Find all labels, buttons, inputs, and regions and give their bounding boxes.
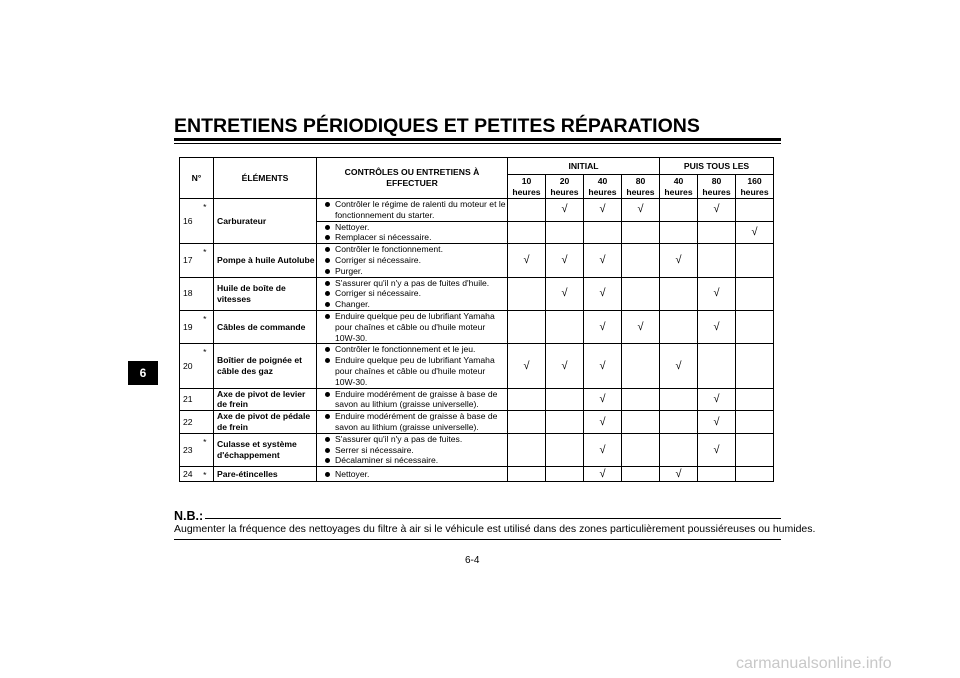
interval-cell [660, 433, 698, 466]
header-number: N° [180, 158, 214, 199]
row-number: 16 [180, 199, 197, 244]
table-row [180, 433, 774, 466]
check-mark: √ [637, 320, 644, 333]
header-every: PUIS TOUS LES [660, 158, 774, 175]
row-star: * [197, 244, 214, 277]
check-mark: √ [713, 415, 720, 428]
interval-cell [508, 344, 546, 388]
note-text: Augmenter la fréquence des nettoyages du filtre à air si le véhicule est utilisé dans des zones particulièrement poussiéreuses ou humides. [174, 523, 816, 535]
header-interval: 80 heures [622, 175, 660, 199]
interval-cell [546, 310, 584, 343]
row-item: Axe de pivot de levier de frein [214, 388, 317, 411]
header-interval: 20 heures [546, 175, 584, 199]
interval-cell [508, 433, 546, 466]
interval-cell [660, 244, 698, 277]
operation-item: Purger. [325, 266, 507, 277]
operation-item: Corriger si nécessaire. [325, 255, 507, 266]
interval-cell [546, 221, 584, 244]
check-mark: √ [637, 203, 644, 216]
check-mark: √ [675, 359, 682, 372]
table-row [180, 388, 774, 411]
interval-cell [698, 199, 736, 222]
interval-cell [622, 244, 660, 277]
table-row [180, 467, 774, 482]
interval-cell [622, 467, 660, 482]
check-mark: √ [561, 359, 568, 372]
check-mark: √ [713, 203, 720, 216]
interval-cell [736, 244, 774, 277]
interval-cell [736, 277, 774, 310]
interval-cell [698, 277, 736, 310]
interval-cell [546, 388, 584, 411]
row-item: Câbles de commande [214, 310, 317, 343]
check-mark: √ [751, 225, 758, 238]
interval-cell [508, 411, 546, 434]
table-row [180, 277, 774, 310]
maintenance-table [179, 157, 774, 482]
operation-item: Nettoyer. [325, 469, 507, 480]
operation-item: S'assurer qu'il n'y a pas de fuites d'huile. [325, 278, 507, 289]
row-operations [317, 199, 508, 222]
interval-cell [660, 277, 698, 310]
check-mark: √ [599, 203, 606, 216]
check-mark: √ [561, 287, 568, 300]
header-interval: 10 heures [508, 175, 546, 199]
note-bottom-rule [174, 539, 781, 540]
interval-cell [584, 277, 622, 310]
check-mark: √ [599, 467, 606, 480]
interval-cell [508, 221, 546, 244]
check-mark: √ [675, 467, 682, 480]
interval-cell [622, 277, 660, 310]
check-mark: √ [599, 415, 606, 428]
operation-item: Nettoyer. [325, 222, 507, 233]
interval-cell [622, 344, 660, 388]
row-star [197, 277, 214, 310]
operation-item: Enduire modérément de graisse à base de savon au lithium (graisse universelle). [325, 411, 507, 433]
check-mark: √ [599, 359, 606, 372]
row-operations [317, 244, 508, 277]
interval-cell [660, 310, 698, 343]
interval-cell [508, 244, 546, 277]
interval-cell [736, 310, 774, 343]
row-star: * [197, 199, 214, 244]
interval-cell [546, 344, 584, 388]
watermark: carmanualsonline.info [736, 655, 892, 672]
row-star: * [197, 310, 214, 343]
operation-item: Changer. [325, 299, 507, 310]
check-mark: √ [523, 253, 530, 266]
interval-cell [698, 244, 736, 277]
check-mark: √ [599, 320, 606, 333]
interval-cell [584, 467, 622, 482]
chapter-tab: 6 [128, 361, 158, 385]
row-number: 23 [180, 433, 197, 466]
interval-cell [508, 277, 546, 310]
interval-cell [584, 344, 622, 388]
row-number: 18 [180, 277, 197, 310]
table-row [180, 244, 774, 277]
interval-cell [660, 221, 698, 244]
header-interval: 40 heures [584, 175, 622, 199]
operation-item: S'assurer qu'il n'y a pas de fuites. [325, 434, 507, 445]
row-star [197, 388, 214, 411]
check-mark: √ [599, 392, 606, 405]
interval-cell [508, 310, 546, 343]
check-mark: √ [599, 443, 606, 456]
interval-cell [622, 199, 660, 222]
row-operations [317, 433, 508, 466]
interval-cell [508, 199, 546, 222]
row-star: * [197, 433, 214, 466]
check-mark: √ [713, 287, 720, 300]
check-mark: √ [713, 320, 720, 333]
interval-cell [736, 411, 774, 434]
row-operations [317, 411, 508, 434]
interval-cell [698, 310, 736, 343]
operation-item: Serrer si nécessaire. [325, 445, 507, 456]
operation-item: Enduire modérément de graisse à base de savon au lithium (graisse universelle). [325, 389, 507, 411]
interval-cell [508, 467, 546, 482]
interval-cell [660, 388, 698, 411]
row-star: * [197, 344, 214, 388]
interval-cell [622, 433, 660, 466]
operation-item: Remplacer si nécessaire. [325, 232, 507, 243]
row-star: * [197, 467, 214, 482]
check-mark: √ [713, 392, 720, 405]
row-item: Culasse et système d'échappement [214, 433, 317, 466]
operation-item: Contrôler le régime de ralenti du moteur et le fonctionnement du starter. [325, 199, 507, 221]
operation-item: Contrôler le fonctionnement et le jeu. [325, 344, 507, 355]
interval-cell [698, 344, 736, 388]
row-item: Boîtier de poignée et câble des gaz [214, 344, 317, 388]
interval-cell [660, 199, 698, 222]
interval-cell [584, 310, 622, 343]
row-item: Axe de pivot de pédale de frein [214, 411, 317, 434]
row-operations [317, 344, 508, 388]
row-number: 24 [180, 467, 197, 482]
check-mark: √ [523, 359, 530, 372]
header-initial: INITIAL [508, 158, 660, 175]
row-number: 21 [180, 388, 197, 411]
interval-cell [736, 221, 774, 244]
check-mark: √ [561, 253, 568, 266]
header-interval: 40 heures [660, 175, 698, 199]
interval-cell [622, 221, 660, 244]
interval-cell [584, 411, 622, 434]
check-mark: √ [713, 443, 720, 456]
interval-cell [546, 277, 584, 310]
row-operations [317, 221, 508, 244]
row-operations [317, 388, 508, 411]
interval-cell [508, 388, 546, 411]
interval-cell [698, 388, 736, 411]
check-mark: √ [599, 253, 606, 266]
interval-cell [698, 221, 736, 244]
row-operations [317, 277, 508, 310]
note-rule [205, 518, 781, 519]
interval-cell [698, 467, 736, 482]
note-label: N.B.: [174, 509, 204, 523]
interval-cell [736, 344, 774, 388]
title-rule [174, 138, 781, 141]
operation-item: Contrôler le fonctionnement. [325, 244, 507, 255]
operation-item: Enduire quelque peu de lubrifiant Yamaha pour chaînes et câble ou d'huile moteur 10W-30. [325, 355, 507, 387]
interval-cell [698, 433, 736, 466]
interval-cell [660, 467, 698, 482]
row-operations [317, 467, 508, 482]
table-row [180, 411, 774, 434]
row-star [197, 411, 214, 434]
interval-cell [736, 467, 774, 482]
interval-cell [584, 199, 622, 222]
row-item: Pare-étincelles [214, 467, 317, 482]
interval-cell [622, 411, 660, 434]
check-mark: √ [675, 253, 682, 266]
interval-cell [698, 411, 736, 434]
interval-cell [622, 310, 660, 343]
row-number: 22 [180, 411, 197, 434]
row-item: Carburateur [214, 199, 317, 244]
interval-cell [622, 388, 660, 411]
header-interval: 160 heures [736, 175, 774, 199]
interval-cell [546, 433, 584, 466]
header-interval: 80 heures [698, 175, 736, 199]
page-title: ENTRETIENS PÉRIODIQUES ET PETITES RÉPARATIONS [174, 115, 700, 137]
interval-cell [660, 411, 698, 434]
row-item: Pompe à huile Autolube [214, 244, 317, 277]
header-items: ÉLÉMENTS [214, 158, 317, 199]
page-number: 6-4 [465, 555, 480, 566]
interval-cell [546, 411, 584, 434]
check-mark: √ [561, 203, 568, 216]
table-row [180, 199, 774, 222]
interval-cell [584, 244, 622, 277]
header-checks: CONTRÔLES OU ENTRETIENS À EFFECTUER [317, 158, 508, 199]
interval-cell [584, 388, 622, 411]
operation-item: Décalaminer si nécessaire. [325, 455, 507, 466]
interval-cell [546, 199, 584, 222]
interval-cell [546, 467, 584, 482]
table-row [180, 310, 774, 343]
interval-cell [584, 221, 622, 244]
interval-cell [736, 199, 774, 222]
operation-item: Corriger si nécessaire. [325, 288, 507, 299]
row-number: 17 [180, 244, 197, 277]
interval-cell [736, 388, 774, 411]
interval-cell [546, 244, 584, 277]
table-row [180, 344, 774, 388]
interval-cell [584, 433, 622, 466]
interval-cell [660, 344, 698, 388]
row-item: Huile de boîte de vitesses [214, 277, 317, 310]
row-operations [317, 310, 508, 343]
row-number: 19 [180, 310, 197, 343]
interval-cell [736, 433, 774, 466]
operation-item: Enduire quelque peu de lubrifiant Yamaha pour chaînes et câble ou d'huile moteur 10W-30. [325, 311, 507, 343]
row-number: 20 [180, 344, 197, 388]
check-mark: √ [599, 287, 606, 300]
title-rule-thin [174, 143, 781, 144]
